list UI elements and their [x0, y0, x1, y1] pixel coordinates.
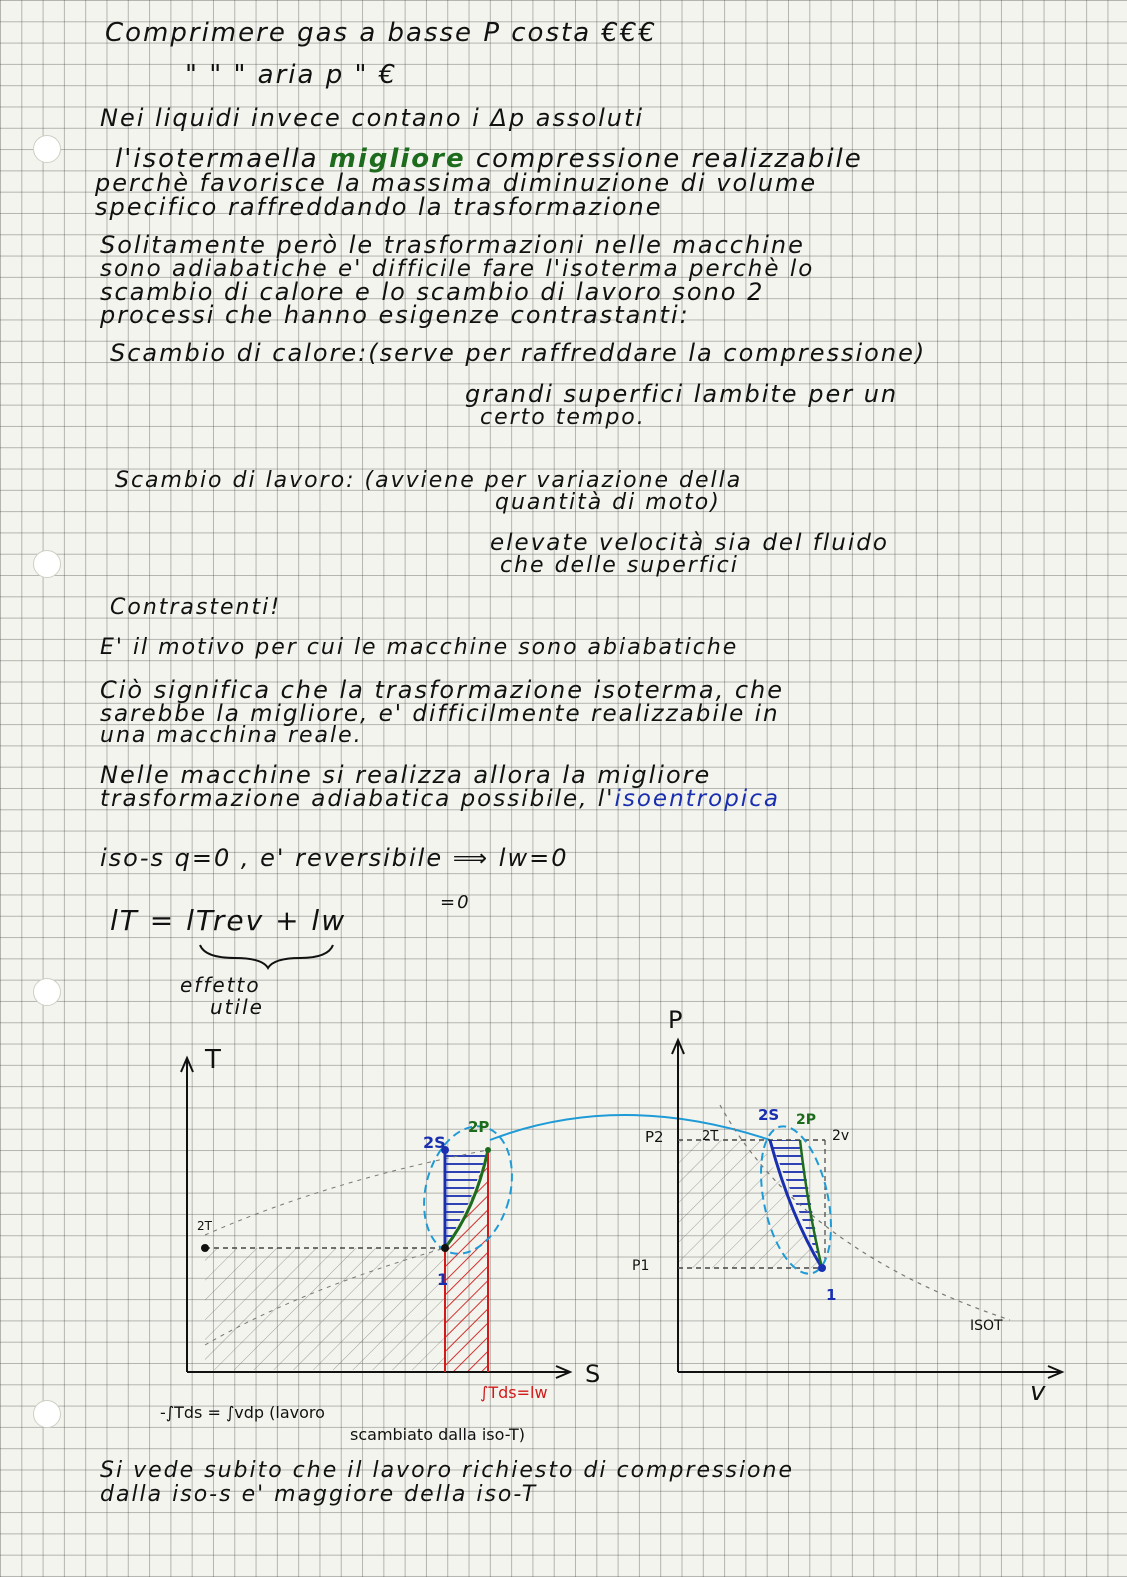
note-line-6: specifico raffreddando la trasformazione	[95, 193, 663, 221]
ts-axis-s: S	[585, 1360, 601, 1388]
connector-arc	[490, 1115, 770, 1140]
ts-label-1: 1	[437, 1270, 449, 1289]
pv-label-2s: 2S	[758, 1106, 780, 1124]
note-line-24a: trasformazione adiabatica possibile, l'	[100, 786, 615, 812]
pv-label-2p: 2P	[796, 1112, 817, 1128]
note-line-14: Scambio di lavoro: (avviene per variazione della	[115, 468, 743, 493]
note-line-19: E' il motivo per cui le macchine sono abiabatiche	[100, 635, 739, 660]
equation-lt: lT = lTrev + lw	[110, 904, 347, 937]
note-line-12: grandi superfici lambite per un	[465, 380, 899, 408]
pv-label-1: 1	[826, 1286, 837, 1304]
note-line-17: che delle superfici	[500, 553, 739, 578]
note-line-3: Nei liquidi invece contano i Δp assoluti	[100, 104, 645, 132]
pv-diagram	[632, 1006, 1062, 1407]
note-line-18: Contrastenti!	[110, 595, 282, 620]
pv-label-isot: ISOT	[970, 1318, 1003, 1334]
note-line-4b: compressione realizzabile	[465, 144, 863, 174]
ts-axis-t: T	[205, 1045, 221, 1075]
pv-axis-p: P	[668, 1006, 683, 1034]
ts-diagram	[160, 1045, 600, 1444]
highlight-isoentropica: isoentropica	[614, 786, 780, 812]
note-line-7: Solitamente però le trasformazioni nelle macchine	[100, 231, 805, 259]
ts-integral-left-2: scambiato dalla iso-T)	[350, 1425, 526, 1444]
note-line-4a: l'isotermaella	[115, 144, 329, 174]
ts-integral-left: -∫Tds = ∫vdp (lavoro	[160, 1403, 325, 1422]
highlight-migliore: migliore	[328, 144, 466, 174]
note-line-20: Ciò significa che la trasformazione isoterma, che	[100, 676, 785, 704]
note-line-1: Comprimere gas a basse P costa €€€	[105, 18, 658, 48]
note-line-25: iso-s q=0 , e' reversibile ⟹ lw=0	[100, 844, 569, 872]
note-line-2: " " " aria p " €	[185, 60, 398, 90]
note-line-5: perchè favorisce la massima diminuzione di volume	[95, 169, 818, 197]
note-line-23: Nelle macchine si realizza allora la migliore	[100, 761, 712, 789]
ts-label-2t: 2T	[197, 1219, 212, 1233]
pv-label-p1: P1	[632, 1258, 650, 1274]
conclusion-line-1: Si vede subito che il lavoro richiesto di compressione	[100, 1458, 794, 1483]
note-line-11: Scambio di calore:(serve per raffreddare la compressione)	[110, 339, 927, 367]
pv-label-p2: P2	[645, 1128, 664, 1146]
note-line-16: elevate velocità sia del fluido	[490, 530, 889, 556]
equation-under-1: effetto	[180, 973, 261, 997]
equation-under-2: utile	[210, 995, 264, 1019]
note-line-15: quantità di moto)	[495, 490, 721, 515]
note-line-22: una macchina reale.	[100, 723, 363, 748]
pv-label-2v: 2v	[832, 1128, 850, 1144]
ts-label-2p: 2P	[468, 1118, 490, 1136]
pv-label-2t: 2T	[702, 1129, 719, 1144]
ts-label-2s: 2S	[423, 1133, 446, 1152]
note-line-21: sarebbe la migliore, e' difficilmente realizzabile in	[100, 701, 780, 727]
note-line-10: processi che hanno esigenze contrastanti:	[100, 301, 690, 329]
conclusion-line-2: dalla iso-s e' maggiore della iso-T	[100, 1482, 538, 1507]
ts-integral-lw: ∫Tds=lw	[480, 1383, 548, 1402]
pv-axis-v: v	[1030, 1377, 1046, 1407]
note-line-8: sono adiabatiche e' difficile fare l'isoterma perchè lo	[100, 256, 815, 282]
equation-zero: =0	[440, 892, 471, 913]
note-line-13: certo tempo.	[480, 405, 646, 430]
note-line-9: scambio di calore e lo scambio di lavoro sono 2	[100, 278, 765, 306]
